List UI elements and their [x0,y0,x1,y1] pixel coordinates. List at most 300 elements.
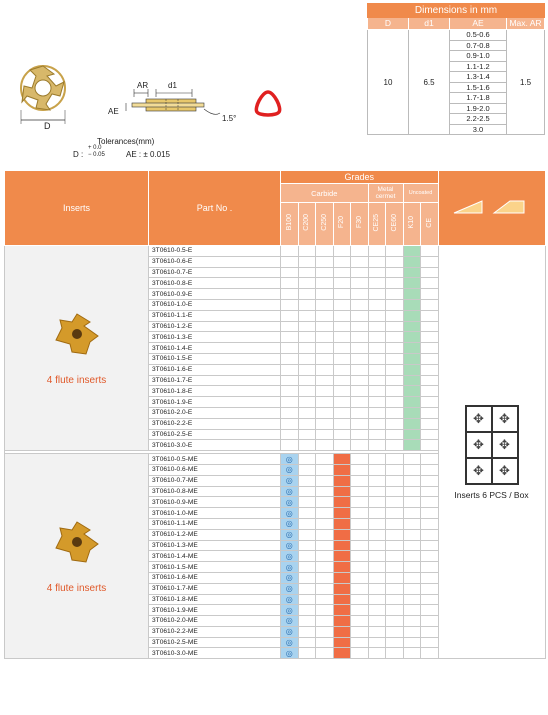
grade-cell [403,386,421,397]
legend-me-label: ME [528,371,536,378]
group-metal-cermet: Metal cermet [368,184,403,203]
grade-cell [403,572,421,583]
grade-cell [351,626,369,637]
dim-header-d: D [368,18,409,30]
grade-cell [281,605,299,616]
part-number: 3T0610-1.2-ME [149,529,281,540]
grade-cell [351,299,369,310]
part-number: 3T0610-1.6-E [149,364,281,375]
grade-cell [386,278,404,289]
grade-cell [421,594,439,605]
grade-cell [403,440,421,451]
grade-cell [281,508,299,519]
grade-cell [351,540,369,551]
grade-cell [333,518,351,529]
grade-cell [281,386,299,397]
grade-cell [403,267,421,278]
grade-cell [333,375,351,386]
grade-cell [316,540,334,551]
part-number: 3T0610-1.3-E [149,332,281,343]
grade-cell [421,562,439,573]
stock-mark: ◎ [285,605,293,615]
grade-cell [421,626,439,637]
grade-cell [421,529,439,540]
grade-cell [333,321,351,332]
grade-cell [316,583,334,594]
grade-cell [403,464,421,475]
grade-cell [298,407,316,418]
grade-cell [281,594,299,605]
grade-cell [298,508,316,519]
dim-ae-value: 1.3-1.4 [450,72,507,83]
grade-cell [298,440,316,451]
grade-cell [351,353,369,364]
grade-cell [351,454,369,465]
stock-mark: ◎ [285,530,293,540]
grade-cell [386,256,404,267]
grade-cell [368,475,386,486]
grade-cell [368,464,386,475]
col-header-inserts: Inserts [5,171,149,246]
grade-cell [368,572,386,583]
grade-cell [403,418,421,429]
insert-outline-icon: ✥ [492,406,518,432]
tolerance-d-label: D : [73,150,84,159]
grade-cell [298,464,316,475]
grade-cell [403,648,421,659]
dim-ae-value: 1.5-1.6 [450,82,507,93]
part-number: 3T0610-1.8-ME [149,594,281,605]
grade-cell [281,497,299,508]
stock-mark: ◎ [285,454,293,464]
grade-cell [386,508,404,519]
grade-label: CE25 [373,213,381,232]
grade-cell [368,648,386,659]
grade-cell [386,626,404,637]
grade-cell [351,332,369,343]
dim-header-d1: d1 [409,18,450,30]
grade-cell [421,364,439,375]
grade-cell [386,353,404,364]
grade-cell [281,310,299,321]
grade-cell [403,397,421,408]
grade-cell [298,256,316,267]
grade-cell [316,475,334,486]
grade-cell [351,246,369,257]
grade-cell [333,332,351,343]
stock-mark: ◎ [285,551,293,561]
part-number: 3T0610-1.1-ME [149,518,281,529]
grade-cell [333,583,351,594]
stock-mark: ◎ [285,465,293,475]
grade-cell [351,572,369,583]
part-number: 3T0610-1.8-E [149,386,281,397]
grade-cell [333,310,351,321]
grade-label: F20 [338,216,346,229]
grade-cell [298,572,316,583]
grade-cell [316,332,334,343]
grade-cell [368,246,386,257]
grade-header [281,203,299,246]
tolerance-d-values [88,145,105,159]
part-number: 3T0610-0.5-E [149,246,281,257]
grade-cell [386,529,404,540]
grade-cell [403,256,421,267]
grade-cell [298,386,316,397]
grade-cell [386,616,404,627]
grade-cell [351,605,369,616]
grade-cell [386,440,404,451]
grade-cell [403,321,421,332]
grade-cell [333,440,351,451]
grade-cell [333,364,351,375]
grade-cell [298,562,316,573]
grade-cell [351,583,369,594]
stock-mark: ◎ [285,584,293,594]
grade-cell [421,551,439,562]
part-number: 3T0610-2.2-E [149,418,281,429]
grade-cell [316,418,334,429]
grade-cell [368,551,386,562]
part-number: 3T0610-1.5-ME [149,562,281,573]
grade-cell [333,278,351,289]
grade-cell [368,267,386,278]
grade-cell [281,256,299,267]
grade-cell [403,343,421,354]
grade-cell [333,616,351,627]
grade-cell [421,540,439,551]
grade-cell [281,475,299,486]
grade-cell [316,267,334,278]
part-number: 3T0610-2.5-E [149,429,281,440]
grade-cell [368,508,386,519]
grade-cell [421,418,439,429]
grade-header [316,203,334,246]
grade-cell [333,407,351,418]
part-number: 3T0610-1.0-E [149,299,281,310]
grade-cell [368,486,386,497]
grade-cell [298,486,316,497]
grade-cell [281,289,299,300]
grade-cell [421,572,439,583]
grade-cell [281,278,299,289]
section-label: 4 flute inserts [46,582,107,594]
grade-cell [368,278,386,289]
stock-mark: ◎ [285,508,293,518]
dim-header-max-ar: Max. AR [507,18,545,30]
grade-cell [281,397,299,408]
grade-cell [333,289,351,300]
insert-outline-icon: ✥ [466,406,492,432]
part-number: 3T0610-1.7-E [149,375,281,386]
grade-cell [421,440,439,451]
grade-cell [403,299,421,310]
grade-cell [298,626,316,637]
grade-cell [403,508,421,519]
grade-cell [386,572,404,583]
stock-mark: ◎ [285,594,293,604]
part-number: 3T0610-1.6-ME [149,572,281,583]
grade-cell [421,299,439,310]
grade-cell [351,637,369,648]
grade-cell [386,475,404,486]
grade-cell [298,353,316,364]
grade-cell [351,508,369,519]
grade-cell [421,429,439,440]
grade-cell [421,407,439,418]
grade-cell [368,343,386,354]
grade-cell [403,246,421,257]
grade-cell [281,562,299,573]
part-number: 3T0610-1.2-E [149,321,281,332]
grade-cell [316,299,334,310]
grade-cell [333,267,351,278]
grade-cell [333,246,351,257]
grade-cell [298,583,316,594]
grade-label: CE [425,217,433,228]
grade-cell [316,386,334,397]
grade-cell [281,637,299,648]
diagram-label-angle: 1.5° [222,114,237,123]
grade-cell [386,310,404,321]
grade-cell [333,418,351,429]
grade-cell [316,289,334,300]
grade-cell [333,397,351,408]
e-insert-cell [5,246,149,451]
grade-cell [368,583,386,594]
grade-cell [403,289,421,300]
grade-cell [386,343,404,354]
grade-cell [281,343,299,354]
grade-header [351,203,369,246]
grade-cell [316,343,334,354]
grade-cell [351,343,369,354]
grade-label: C200 [303,214,311,231]
grade-cell [281,321,299,332]
grade-cell [351,518,369,529]
part-number: 3T0610-3.0-E [149,440,281,451]
grade-cell [386,562,404,573]
grade-cell [421,397,439,408]
grade-cell [368,497,386,508]
grade-cell [333,429,351,440]
grade-cell [386,637,404,648]
grade-cell [333,475,351,486]
group-uncoated: Uncoated [403,184,438,203]
dimensions-table [367,3,545,135]
grade-cell [316,440,334,451]
grade-header [386,203,404,246]
grade-header [333,203,351,246]
tolerance-d-plus: + 0.0 [88,145,102,151]
grade-label: CE60 [390,213,398,232]
inserts-box-grid [465,405,519,485]
grade-cell [403,278,421,289]
part-number: 3T0610-0.9-E [149,289,281,300]
grade-cell [421,353,439,364]
grade-cell [316,429,334,440]
grade-cell [281,407,299,418]
grade-cell [333,454,351,465]
dim-value-d1: 6.5 [409,30,450,135]
insert-outline-icon: ✥ [466,458,492,484]
stock-mark: ◎ [285,627,293,637]
grade-cell [386,497,404,508]
grade-cell [351,594,369,605]
grade-cell [386,289,404,300]
grade-cell [316,278,334,289]
grade-cell [421,616,439,627]
grade-cell [351,321,369,332]
part-number: 3T0610-1.9-E [149,397,281,408]
grade-cell [298,475,316,486]
grade-cell [386,605,404,616]
grade-cell [281,299,299,310]
grade-cell [403,407,421,418]
grade-cell [368,440,386,451]
grade-cell [298,343,316,354]
grade-cell [386,386,404,397]
grade-cell [298,594,316,605]
grade-cell [316,310,334,321]
grade-cell [421,246,439,257]
grade-cell [316,454,334,465]
insert-side-view-drawing [96,85,226,125]
stock-mark: ◎ [285,573,293,583]
grade-cell [316,486,334,497]
grade-cell [281,332,299,343]
grade-cell [298,289,316,300]
grade-cell [368,299,386,310]
grade-cell [281,529,299,540]
grade-cell [316,375,334,386]
grade-cell [316,626,334,637]
stock-mark: ◎ [285,638,293,648]
grade-cell [333,464,351,475]
grade-cell [281,364,299,375]
part-number: 3T0610-0.8-E [149,278,281,289]
grade-cell [368,397,386,408]
grade-cell [403,583,421,594]
grade-cell [351,267,369,278]
grade-cell [333,529,351,540]
grade-cell [316,364,334,375]
grade-cell [316,321,334,332]
dim-ae-value: 1.1-1.2 [450,61,507,72]
grade-cell [298,332,316,343]
part-number: 3T0610-2.2-ME [149,626,281,637]
grade-cell [298,299,316,310]
grade-cell [333,551,351,562]
grade-cell [351,551,369,562]
grade-label: C250 [320,214,328,231]
grade-cell [421,583,439,594]
grade-cell [316,551,334,562]
grade-cell [368,454,386,465]
grade-cell [368,518,386,529]
grade-cell [351,464,369,475]
grade-cell [351,310,369,321]
grade-cell [368,353,386,364]
grade-cell [386,397,404,408]
grade-cell [368,289,386,300]
grade-cell [316,246,334,257]
grade-cell [298,454,316,465]
grade-cell [298,605,316,616]
grade-cell [351,278,369,289]
grade-cell [316,397,334,408]
grade-cell [351,386,369,397]
part-number: 3T0610-1.3-ME [149,540,281,551]
grade-cell [351,562,369,573]
grade-cell [298,518,316,529]
grade-cell [421,343,439,354]
dim-ae-value: 3.0 [450,124,507,135]
grade-cell [316,256,334,267]
grade-cell [421,375,439,386]
grade-cell [351,529,369,540]
grade-cell [421,278,439,289]
grade-cell [351,418,369,429]
grade-cell [333,637,351,648]
grade-cell [386,464,404,475]
grade-cell [333,648,351,659]
grade-cell [333,605,351,616]
legend-e-label: E [491,371,495,378]
grade-cell [351,364,369,375]
grade-cell [351,648,369,659]
part-number: 3T0610-0.5-ME [149,454,281,465]
grade-cell [403,637,421,648]
triangle-profile-icon [252,88,284,118]
grade-header [368,203,386,246]
grade-cell [316,637,334,648]
grade-cell [368,418,386,429]
grade-cell [333,497,351,508]
grade-cell [386,246,404,257]
grade-cell [368,616,386,627]
grade-cell [351,429,369,440]
grade-cell [298,551,316,562]
grade-cell [386,454,404,465]
grade-cell [386,364,404,375]
insert-photo [52,312,102,356]
tolerances-title: Tolerances(mm) [97,137,155,146]
part-number: 3T0610-3.0-ME [149,648,281,659]
inserts-table [4,170,546,659]
stock-mark: ◎ [285,497,293,507]
grade-cell [333,256,351,267]
part-number: 3T0610-2.0-ME [149,616,281,627]
grade-cell [403,551,421,562]
grade-cell [351,440,369,451]
grade-cell [351,407,369,418]
grade-cell [368,637,386,648]
part-number: 3T0610-0.8-ME [149,486,281,497]
grade-cell [403,332,421,343]
grade-cell [368,310,386,321]
grade-cell [316,518,334,529]
grade-cell [421,332,439,343]
grade-cell [368,540,386,551]
diagram-label-ae: AE [108,107,119,116]
grade-cell [316,562,334,573]
grade-cell [316,508,334,519]
grade-cell [403,594,421,605]
part-number: 3T0610-2.5-ME [149,637,281,648]
grade-cell [403,310,421,321]
grade-cell [351,486,369,497]
